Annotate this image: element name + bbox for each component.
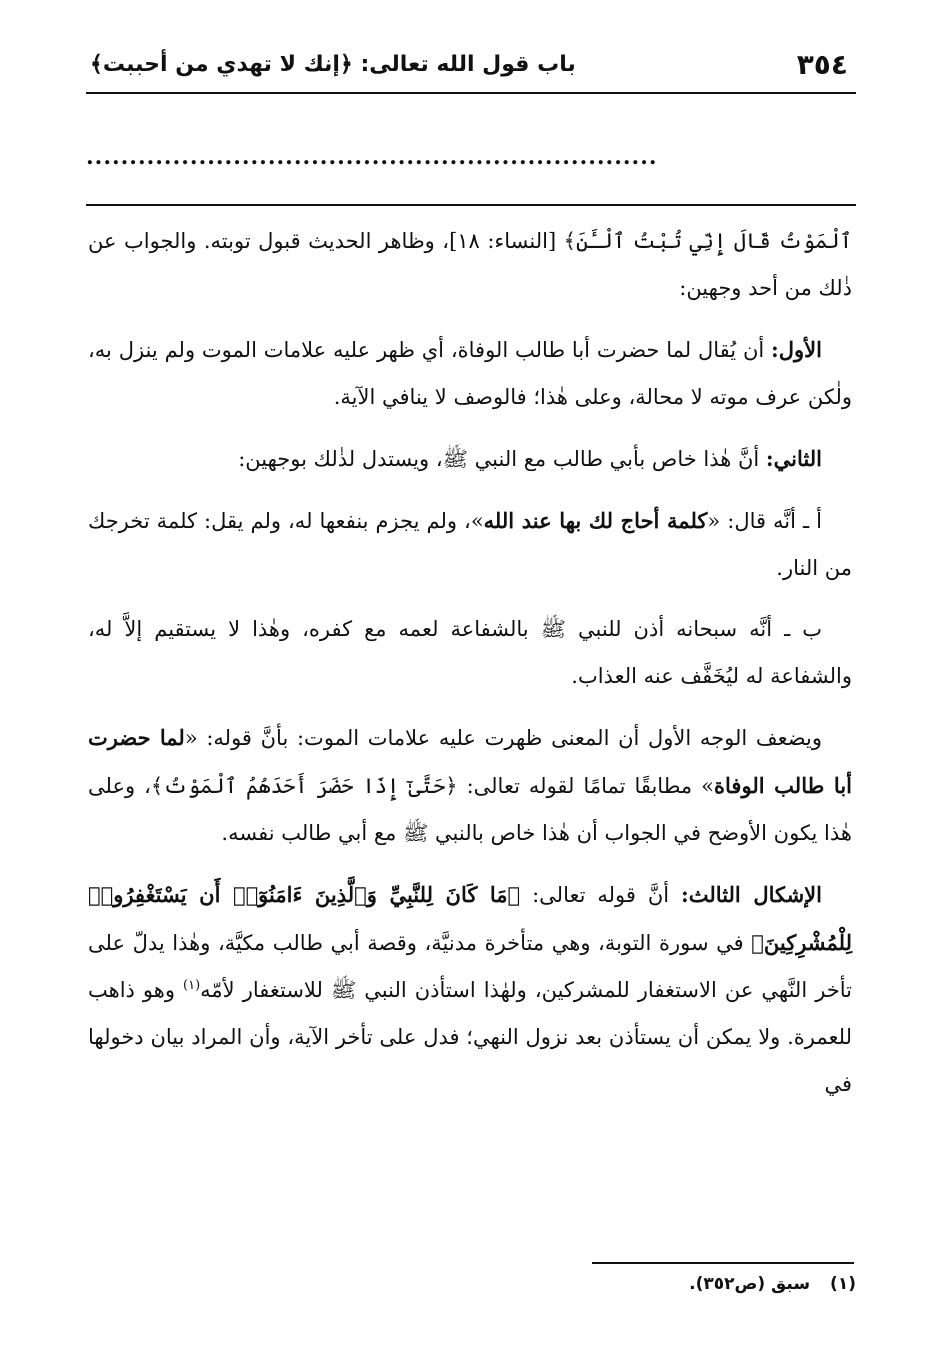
hadith-quote: كلمة أحاج لك بها عند الله — [483, 508, 708, 533]
header-rule — [86, 92, 856, 94]
paragraph-text: أنَّ قوله تعالى: — [520, 883, 682, 907]
paragraph-text: أ ـ أنَّه قال: « — [707, 509, 823, 533]
footnote-rule — [592, 1262, 854, 1264]
paragraph-label: الثاني: — [765, 446, 822, 471]
paragraph-5 — [88, 606, 852, 700]
paragraph-6 — [88, 714, 852, 857]
paragraph-4 — [88, 497, 852, 592]
paragraph-text: أنَّ هٰذا خاص بأبي طالب مع النبي ﷺ، ويستدل لذٰلك بوجهين: — [238, 447, 766, 471]
paragraph-label: الإشكال الثالث: — [681, 882, 822, 907]
paragraph-7 — [88, 871, 852, 1108]
quran-verse: ﴿مَا كَانَ لِلنَّبِيِّ وَٱلَّذِينَ ءَامَنُوٓا۟ أَن يَسْتَغْفِرُوا۟ لِلْمُشْرِكِينَ﴾ — [88, 882, 852, 955]
paragraph-text: في سورة التوبة، وهي متأخرة مدنيَّة، وقصة أبي طالب مكيَّة، وهٰذا يدلّ على تأخر النَّهي عن الاستغفار للمشركين، ولهٰذا استأذن النبي ﷺ للاستغفار لأمّه — [88, 931, 853, 1002]
paragraph-text: ويضعف الوجه الأول أن المعنى ظهرت عليه علامات الموت: بأنَّ قوله: « — [184, 726, 822, 750]
paragraph-text: ، وعلى هٰذا يكون الأوضح في الجواب أن هٰذا خاص بالنبي ﷺ مع أبي طالب نفسه. — [88, 774, 852, 845]
paragraph-text: أن يُقال لما حضرت أبا طالب الوفاة، أي ظهر عليه علامات الموت ولم ينزل به، ولٰكن عرف موته لا محالة، وعلى هٰذا؛ فالوصف لا ينافي الآية. — [88, 338, 852, 409]
paragraph-3 — [88, 435, 852, 483]
body-text — [88, 218, 852, 1122]
footnote — [300, 1274, 856, 1294]
paragraph-text: ب ـ أنَّه سبحانه أذن للنبي ﷺ بالشفاعة لعمه مع كفره، وهٰذا لا يستقيم إلاَّ له، والشفاعة له ليُخَفَّف عنه العذاب. — [88, 617, 852, 688]
paragraph-label: الأول: — [771, 337, 822, 362]
quran-verse: ﴿حَتَّىٰٓ إِذَا حَضَرَ أَحَدَهُمُ ٱلْمَوْتُ﴾ — [150, 774, 458, 798]
paragraph-text: وهو ذاهب للعمرة. ولا يمكن أن يستأذن بعد نزول النهي؛ فدل على تأخر الآية، وأن المراد بيان دخولها في — [88, 978, 852, 1096]
dotted-line: .................................................................. — [86, 144, 658, 170]
paragraph-text: [النساء: ١٨]، وظاهر الحديث قبول توبته. والجواب عن ذٰلك من أحد وجهين: — [88, 229, 852, 300]
paragraph-text: » مطابقًا تمامًا لقوله تعالى: — [457, 774, 715, 798]
paragraph-text: »، ولم يجزم بنفعها له، ولم يقل: كلمة تخرجك من النار. — [88, 509, 852, 580]
paragraph-1 — [88, 218, 852, 312]
footnote-number: (١) — [830, 1274, 856, 1294]
page-number: ٣٥٤ — [796, 48, 848, 81]
page-header — [86, 40, 856, 90]
paragraph-2 — [88, 326, 852, 421]
hadith-quote: لما حضرت أبا طالب الوفاة — [88, 725, 853, 798]
running-head: باب قول الله تعالى: ﴿إنك لا تهدي من أحببت﴾ — [90, 52, 576, 77]
section-rule — [86, 204, 856, 206]
quran-verse: ٱلْمَوْتُ قَالَ إِنِّي تُبْتُ ٱلْـَٔنَ﴾ — [563, 229, 852, 253]
footnote-text: سبق (ص٣٥٢). — [689, 1274, 811, 1294]
footnote-reference: (١) — [183, 978, 201, 993]
